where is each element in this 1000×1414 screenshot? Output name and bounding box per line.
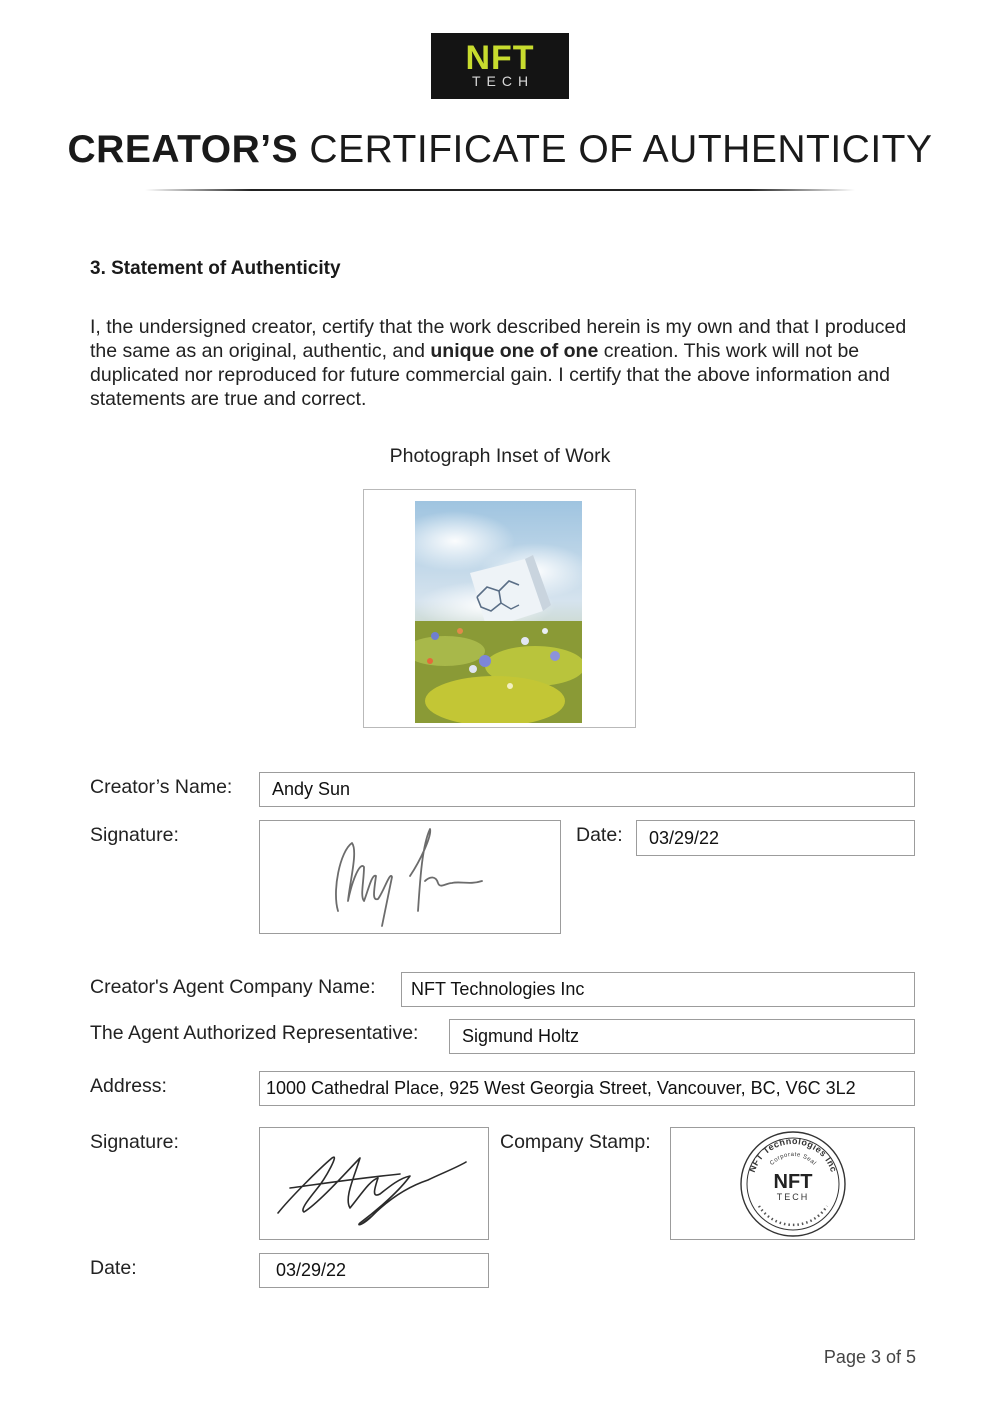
agent-date-field[interactable]: 03/29/22 — [259, 1253, 489, 1288]
title-rest: CERTIFICATE OF AUTHENTICITY — [298, 128, 933, 171]
creator-date-field[interactable]: 03/29/22 — [636, 820, 915, 856]
stamp-tech-text: TECH — [776, 1192, 810, 1202]
creator-name-label: Creator’s Name: — [90, 776, 233, 798]
title-bold: CREATOR’S — [67, 128, 299, 171]
nft-tech-logo — [431, 33, 569, 99]
agent-date-label: Date: — [90, 1257, 137, 1279]
svg-text:Corporate Seal — [769, 1152, 817, 1167]
authenticity-statement — [90, 315, 920, 411]
stamp-inner-text: Corporate Seal — [769, 1151, 817, 1167]
page-number: Page 3 of 5 — [823, 1347, 916, 1367]
logo-nft-text: NFT — [465, 39, 535, 77]
agent-representative-field[interactable]: Sigmund Holtz — [449, 1019, 915, 1054]
creator-signature-label: Signature: — [90, 824, 179, 846]
logo-tech-text: TECH — [471, 73, 535, 89]
artwork-photo — [415, 501, 582, 723]
artwork-image-icon — [415, 501, 582, 723]
statement-bold: unique one of one — [430, 340, 599, 362]
statement-part2: creation. This work will not be duplicated nor reproduced for future commercial gain. I certify that the above information and statements are true and correct. — [90, 340, 890, 410]
company-stamp-label: Company Stamp: — [500, 1131, 651, 1153]
creator-name-field[interactable]: Andy Sun — [259, 772, 915, 807]
creator-signature-icon — [260, 821, 560, 933]
agent-company-label: Creator's Agent Company Name: — [90, 976, 376, 998]
address-label: Address: — [90, 1075, 167, 1097]
agent-signature-label: Signature: — [90, 1131, 179, 1153]
agent-representative-label: The Agent Authorized Representative: — [90, 1022, 419, 1044]
stamp-outer-text: NFT Technologies Inc — [746, 1135, 840, 1174]
section-heading: 3. Statement of Authenticity — [90, 258, 341, 279]
statement-part1: I, the undersigned creator, certify that the work described herein is my own and that I produced the same as an original, authentic, and — [90, 316, 907, 362]
agent-signature-box[interactable] — [259, 1127, 489, 1240]
company-stamp-box — [670, 1127, 915, 1240]
agent-signature-icon — [260, 1128, 488, 1239]
corporate-seal-icon — [671, 1128, 914, 1239]
title-divider — [145, 189, 855, 191]
stamp-nft-text: NFT — [773, 1171, 813, 1193]
creator-date-label: Date: — [576, 824, 623, 846]
photo-caption: Photograph Inset of Work — [389, 445, 611, 467]
address-field[interactable]: 1000 Cathedral Place, 925 West Georgia Street, Vancouver, BC, V6C 3L2 — [259, 1071, 915, 1106]
certificate-title — [0, 128, 1000, 172]
creator-signature-box[interactable] — [259, 820, 561, 934]
agent-company-field[interactable]: NFT Technologies Inc — [401, 972, 915, 1007]
